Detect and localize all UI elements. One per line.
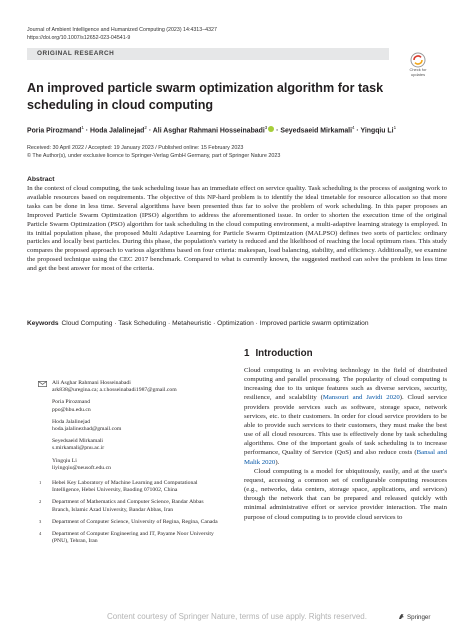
author-affil-sup: 2 [144,125,147,130]
affiliation-text: Department of Computer Engineering and IT, Payame Noor University (PNU), Tehran, Iran [52,531,214,545]
section-number: 1 [244,348,250,359]
envelope-icon [38,381,47,387]
keywords-line [27,319,457,328]
corresponding-author [27,380,222,394]
author-affil-sup: 1 [393,125,397,130]
abstract-text: In the context of cloud computing, the task scheduling issue has an immediate effect on service quality. Task scheduling is the process of assigning work to available resources based on requirements. The objective of this NP-hard problem is to identify the ideal timetable for resource allocation so that more tasks can be done in less time. Several algorithms have been presented thus far to solve the problem of work scheduling. In this paper proposes an Improved Particle Swarm Optimization (IPSO) algorithm to address the aforementioned issue. In order to shorten the execution time of the original Particle Swarm Optimization (PSO) algorithm for task scheduling in the cloud computing environment, a multi-adaptive learning strategy is employed. In its initial population phase, the proposed Multi Adaptive Learning for Particle Swarm Optimization (MALPSO) defines two sorts of particles: ordinary particles and locally best particles. During this phase, the population's variety is reduced and the likelihood of reaching the local optimum rises. This study compares the proposed approach to various algorithms based on four criteria: makespan, load balancing, stability, and efficiency. Additionally, we examine the proposed technique using the CEC 2017 benchmark. Compared to what is currently known, the suggested method can solve the problem in less time and get the best answer for most of the criteria. [27,185,447,273]
copyright-notice: © The Author(s), under exclusive licence to Springer-Verlag GmbH Germany, part of Springer Nature 2023 [27,153,281,159]
keywords-label: Keywords [27,320,59,327]
intro-paragraph-2: Cloud computing is a model for ubiquitously, easily, and at the user's request, accessing a common set of configurable computing resources (e.g., networks, data centers, storage space, applications, and services) through the network that can be prepared and released quickly with minimal administrative effort or service provider interaction. The main purpose of cloud computing is to provide cloud services to [244,467,447,521]
affiliation [27,499,222,513]
section-title: Introduction [255,348,313,359]
author-name: Seyedsaeid Mirkamali [280,127,352,135]
introduction-heading [244,348,319,359]
author-name: Ali Asghar Rahmani Hosseinabadi [152,127,265,135]
contact-entry [27,399,222,413]
author-name: Hoda Jalalinejad [90,127,145,135]
abstract-heading: Abstract [27,176,55,183]
contact-email[interactable]: ark838@uregina.ca; a.r.hosseinabadi1987@gmail.com [52,387,177,394]
doi-link[interactable]: https://doi.org/10.1007/s12652-023-04541-9 [27,35,131,41]
affiliation [27,531,222,545]
contact-entry [27,458,222,472]
introduction-body [244,366,447,522]
author-name: Yingqiu Li [360,127,394,135]
contact-email[interactable]: s.mirkamali@pnu.ac.ir [52,445,105,452]
contact-name: Hoda Jalalinejad [52,418,91,425]
affiliation-number: 4 [39,531,42,537]
contact-name: Ali Asghar Rahmani Hosseinabadi [52,380,131,386]
contact-email[interactable]: liyingqiu@neusoft.edu.cn [52,464,111,471]
contact-name: Seyedsaeid Mirkamali [52,438,104,445]
publication-dates: Received: 30 April 2022 / Accepted: 19 January 2023 / Published online: 15 February 2023 [27,145,244,151]
citation-link[interactable]: Mansouri and Javidi 2020 [322,394,400,402]
citation-link[interactable]: Bansal and Malik 2020 [244,449,447,466]
affiliation-text: Department of Mathematics and Computer Science, Bandar Abbas Branch, Islamic Azad University, Bandar Abbas, Iran [52,499,204,513]
contact-entry [27,419,222,433]
paper-title: An improved particle swarm optimization algorithm for task scheduling in cloud computing [27,81,384,112]
check-updates-text: Check for updates [409,67,427,77]
author-list: Poria Pirozmand$^1$ · Hoda Jalalinejad$^2$ · Ali Asghar Rahmani Hosseinabadi$^3$ · Seyedsaeid Mirkamali$^4$ · Yingqiu Li$^1$ [27,125,397,135]
contact-email[interactable]: hoda.jalalinezhad@gmail.com [52,426,122,433]
intro-paragraph-1: Cloud computing is an evolving technology in the field of distributed computing and parallel processing. The popularity of cloud computing is increasing due to its unique features such as diverse services, security, resilience, and scalability (Mansouri and Javidi 2020). Cloud service providers provide services such as software, storage space, network services, etc. to their customers. In order for cloud service providers to be able to provide such services to their customers, they must make the best use of all cloud resources. This use is effectively done by task scheduling algorithms. One of the important goals of task scheduling is to increase performance, Quality of Service (QoS) and also reduce costs (Bansal and Malik 2020). [244,367,447,466]
journal-reference: Journal of Ambient Intelligence and Humanized Computing (2023) 14:4313–4327 [27,27,217,33]
affiliation-number: 3 [39,518,42,524]
article-type-bar [27,48,389,60]
springer-logo: Springer [398,613,430,621]
affiliation [27,480,222,494]
check-for-updates-badge[interactable] [403,52,433,78]
author-name: Poria Pirozmand [27,127,82,135]
contact-name: Poria Pirozmand [52,399,91,406]
affiliation-number: 1 [39,480,42,486]
check-updates-icon [410,52,426,68]
affiliation-text: Hebei Key Laboratory of Machine Learning and Computational Intelligence, Hebei University, Baoding 071002, China [52,480,198,494]
author-affil-sup: 3 [264,125,268,130]
contact-email[interactable]: ppo@hbu.edu.cn [52,406,91,413]
author-affil-sup: 1 [81,125,84,130]
contact-name: Yingqiu Li [52,457,77,464]
affiliation [27,519,222,526]
article-type-label: ORIGINAL RESEARCH [37,50,115,57]
affiliation-text: Department of Computer Science, University of Regina, Regina, Canada [52,518,218,525]
keywords-list: Cloud Computing · Task Scheduling · Metaheuristic · Optimization · Improved particle swarm optimization [61,320,369,327]
author-affil-sup: 4 [352,125,355,130]
courtesy-notice: Content courtesy of Springer Nature, terms of use apply. Rights reserved. [107,612,367,621]
affiliation-number: 2 [39,499,42,505]
correspondence-block [27,380,222,550]
contact-entry [27,438,222,452]
